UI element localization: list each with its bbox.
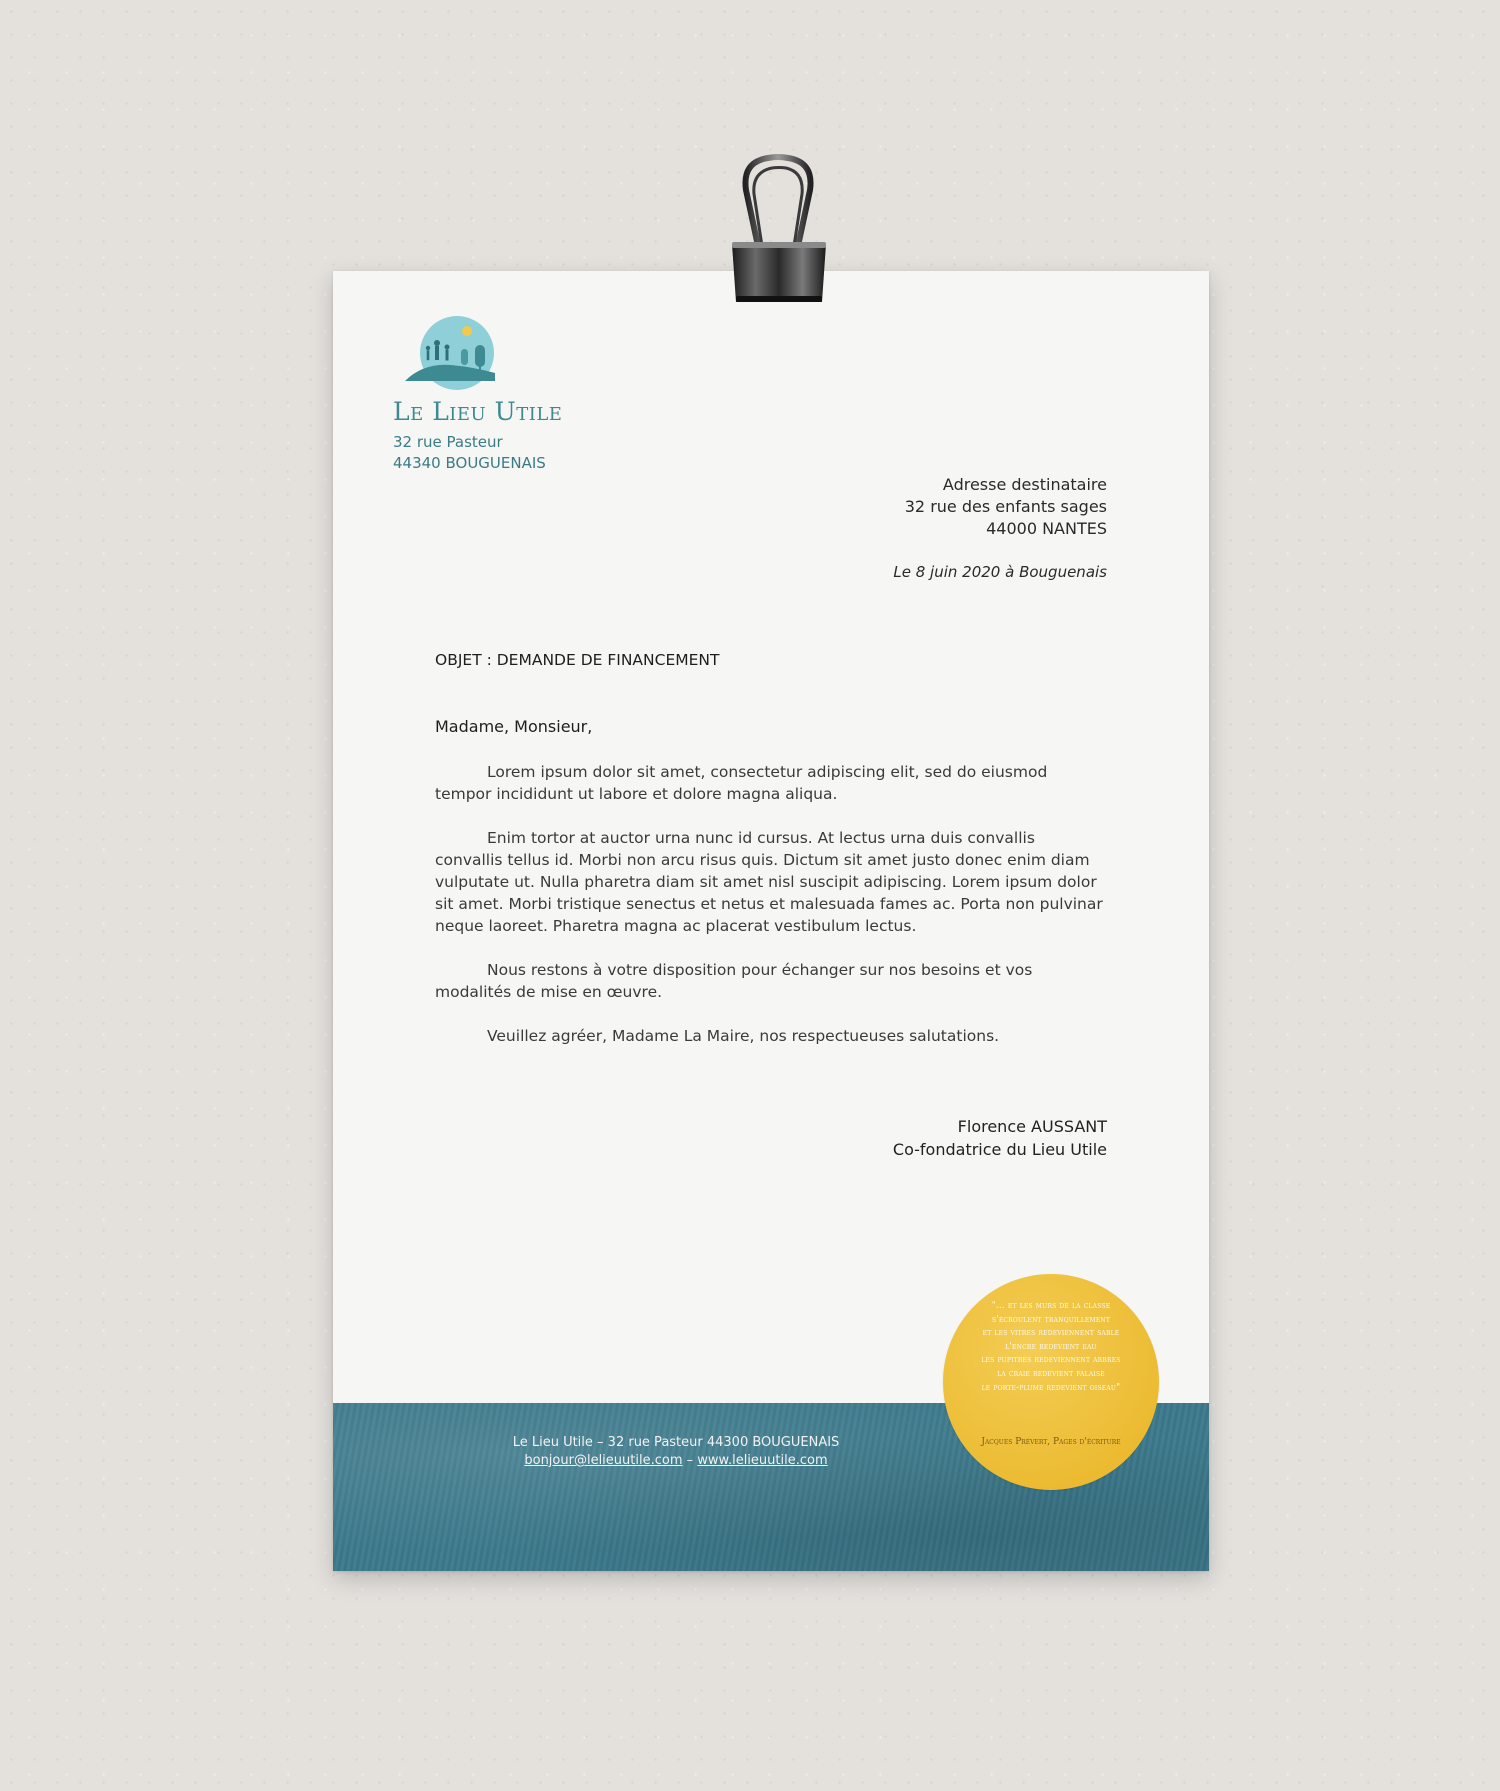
recipient-line3: 44000 NANTES: [986, 519, 1107, 538]
footer-website-link[interactable]: www.lelieuutile.com: [697, 1453, 828, 1468]
footer-separator: –: [682, 1453, 698, 1468]
logo-emblem-icon: [403, 315, 503, 395]
quote-line: s'écroulent tranquillement: [991, 1314, 1111, 1325]
letter-sheet: [333, 271, 1209, 1571]
signature-name: Florence AUSSANT: [957, 1117, 1107, 1136]
body-paragraph: Nous restons à votre disposition pour échanger sur nos besoins et vos modalités de mise en œuvre.: [435, 961, 1033, 1001]
footer-address: Le Lieu Utile – 32 rue Pasteur 44300 BOUGUENAIS: [512, 1435, 840, 1450]
logo-text: Le Lieu Utile: [393, 397, 563, 426]
body-paragraph: Enim tortor at auctor urna nunc id cursus. At lectus urna duis convallis convallis tellus id. Morbi non arcu risus quis. Dictum sit amet justo donec enim diam vulputate ut. Nulla pharetra diam sit amet nisl suscipit adipiscing. Lorem ipsum dolor sit amet. Morbi tristique senectus et netus et malesuada fames ac. Porta non pulvinar neque laoreet. Pharetra magna ac placerat vestibulum lectus.: [435, 829, 1103, 935]
recipient-address: [905, 474, 1107, 540]
recipient-line1: Adresse destinataire: [942, 475, 1107, 494]
binder-clip-icon: [716, 150, 842, 310]
letter-date: Le 8 juin 2020 à Bouguenais: [893, 563, 1107, 581]
signature-title: Co-fondatrice du Lieu Utile: [892, 1140, 1107, 1159]
quote-badge: [943, 1274, 1159, 1490]
footer-contact: [511, 1434, 841, 1470]
quote-line: la craie redevient falaise: [997, 1368, 1105, 1379]
letter-body: [435, 761, 1107, 1069]
quote-text: [943, 1300, 1159, 1395]
sender-address-line1: 32 rue Pasteur: [393, 433, 503, 451]
quote-line: l'encre redevient eau: [1005, 1341, 1097, 1352]
letter-greeting: Madame, Monsieur,: [435, 717, 593, 736]
body-paragraph: Veuillez agréer, Madame La Maire, nos respectueuses salutations.: [487, 1027, 1000, 1045]
sender-address-line2: 44340 BOUGUENAIS: [393, 454, 546, 472]
letter-subject: OBJET : DEMANDE DE FINANCEMENT: [435, 651, 720, 669]
sender-address: [393, 432, 546, 474]
quote-line: le porte-plume redevient oiseau": [981, 1382, 1121, 1393]
footer-links: [511, 1452, 841, 1470]
quote-line: "... et les murs de la classe: [991, 1301, 1111, 1311]
quote-line: les pupitres redeviennent arbres: [981, 1355, 1121, 1366]
quote-credit: Jacques Prévert, Pages d'écriture: [981, 1437, 1121, 1447]
footer-email-link[interactable]: bonjour@lelieuutile.com: [524, 1453, 683, 1468]
signature-block: [893, 1115, 1107, 1161]
quote-line: et les vitres redeviennent sable: [982, 1328, 1120, 1339]
recipient-line2: 32 rue des enfants sages: [904, 497, 1107, 516]
body-paragraph: Lorem ipsum dolor sit amet, consectetur adipiscing elit, sed do eiusmod tempor incididunt ut labore et dolore magna aliqua.: [435, 763, 1048, 803]
